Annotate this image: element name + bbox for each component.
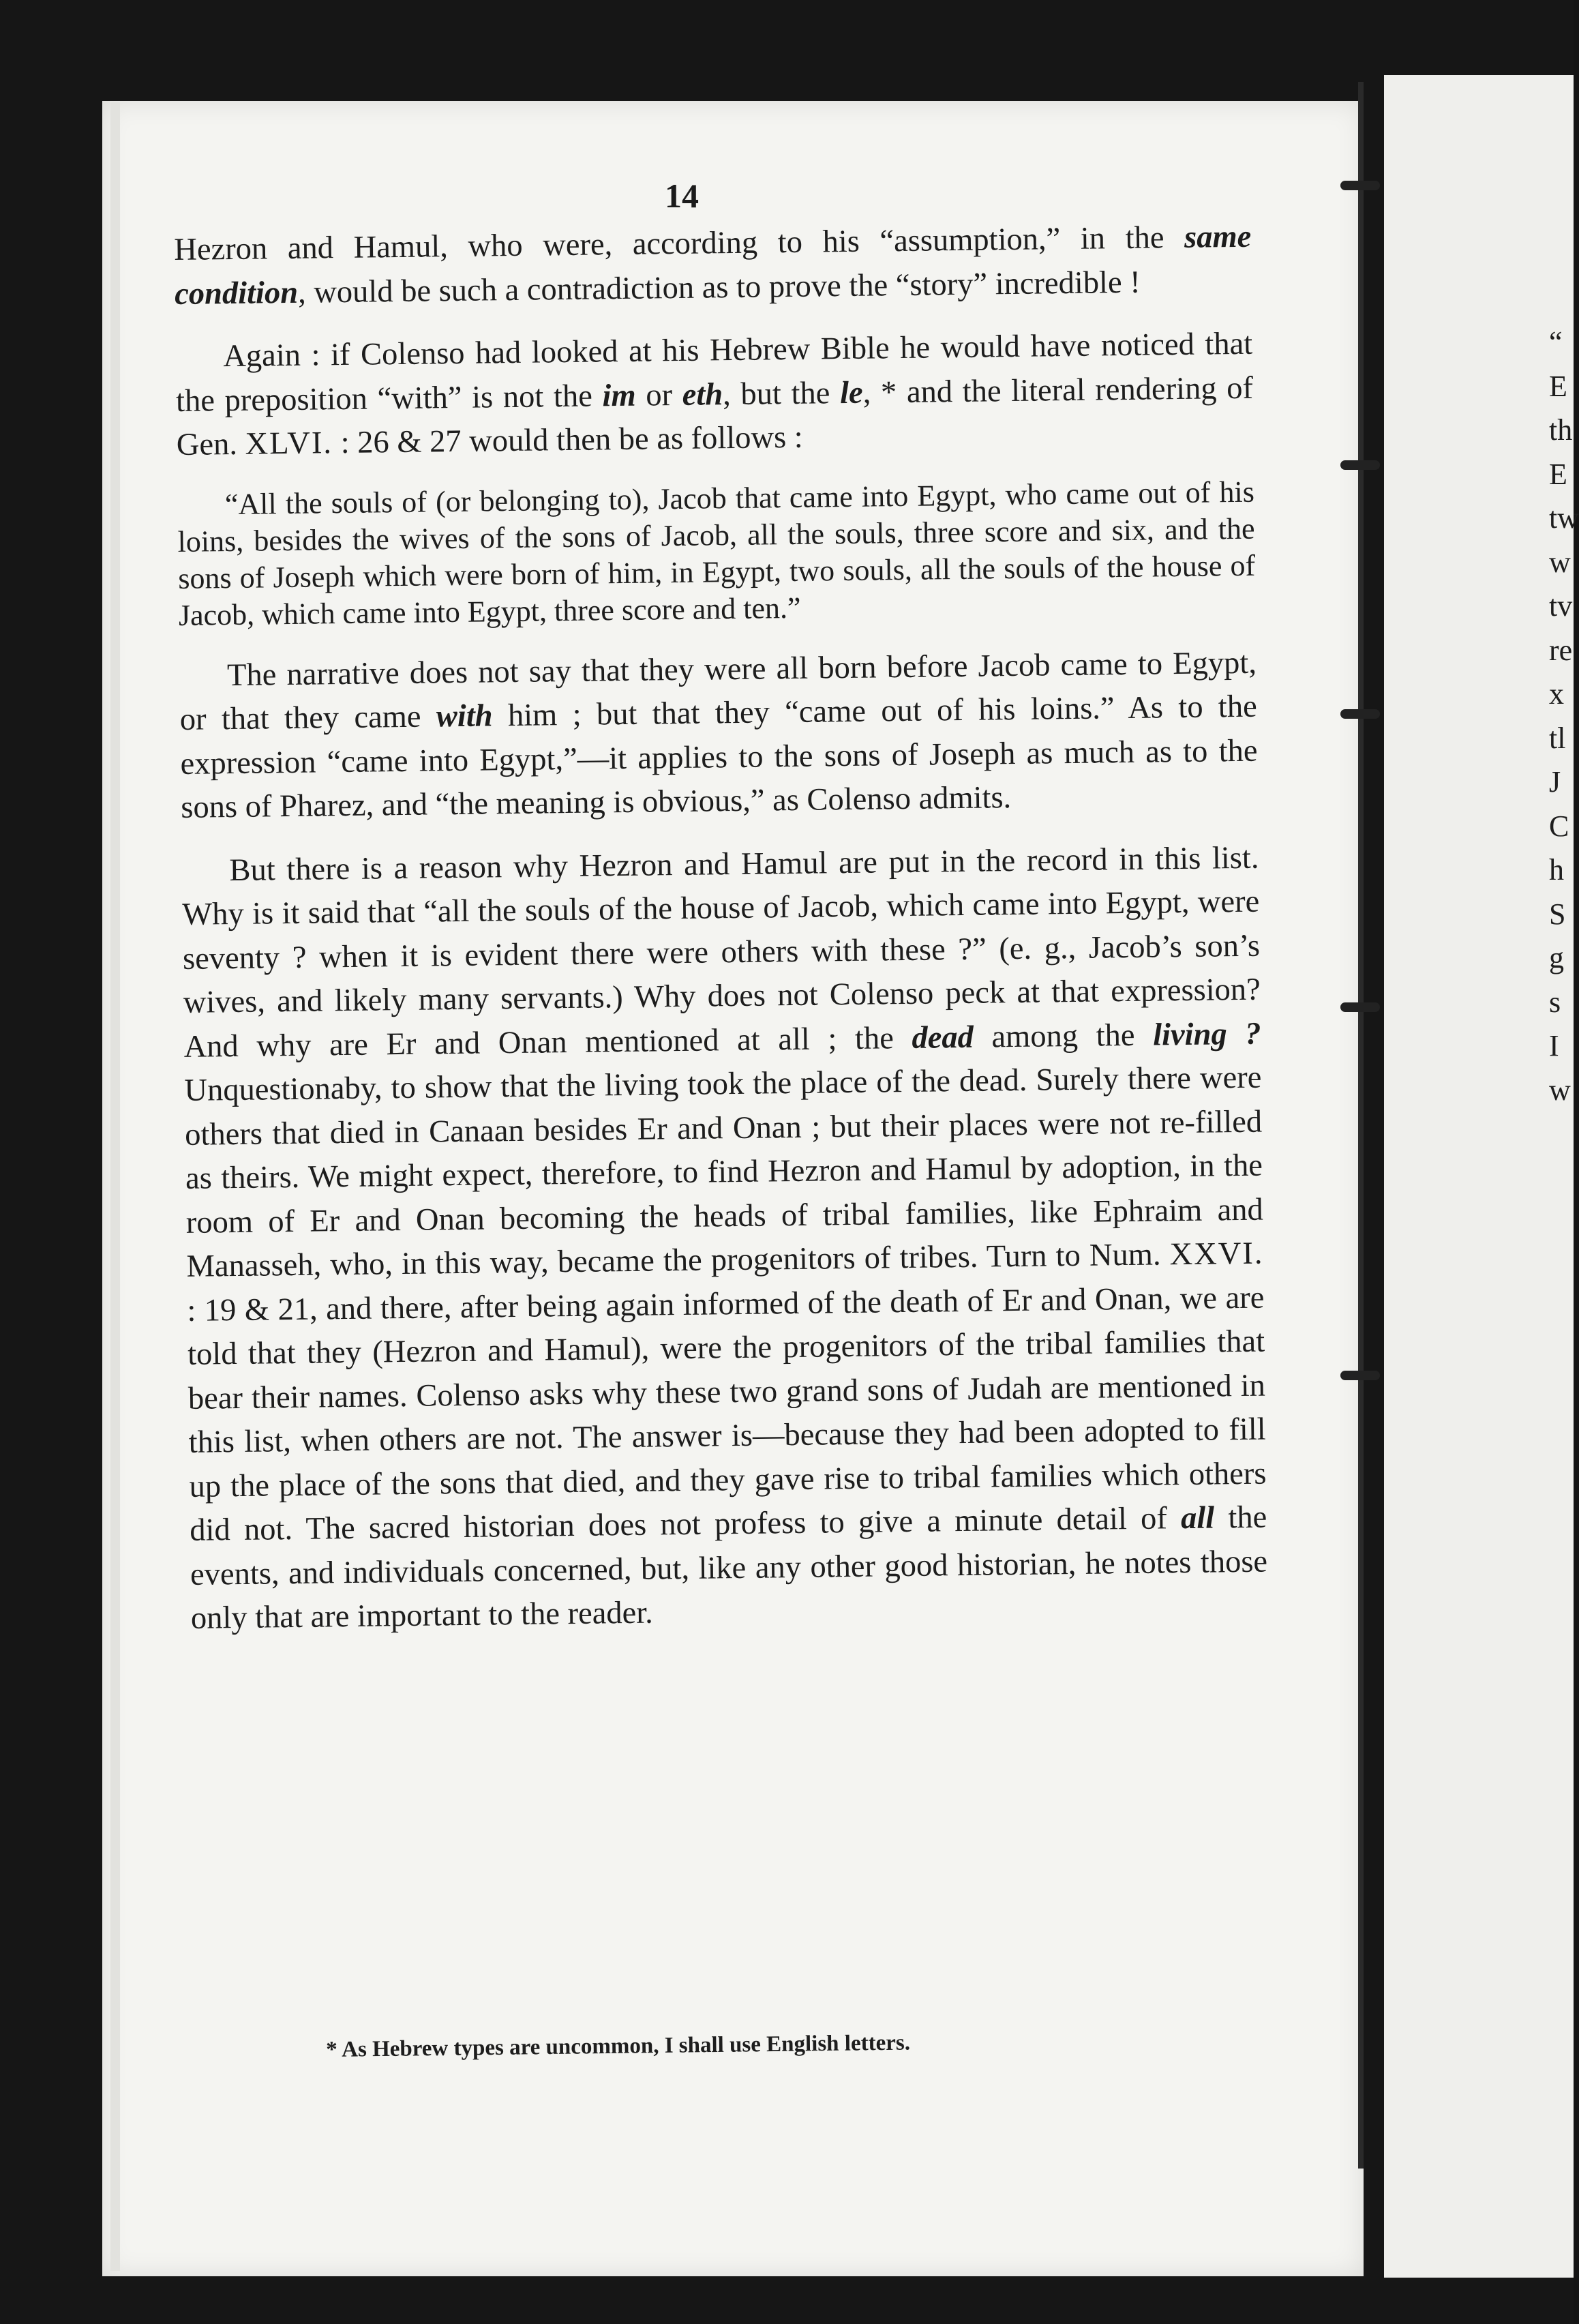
text-run: among the — [973, 1017, 1154, 1055]
footnote: * As Hebrew types are uncommon, I shall use English letters. — [326, 2030, 911, 2062]
text-run: : 26 & 27 would then be as follows : — [332, 419, 803, 461]
emphasis: same condition — [174, 219, 1252, 312]
margin-fragment: “ — [1549, 325, 1563, 359]
facing-page-margin-letters — [1549, 321, 1579, 1112]
binding-stitch — [1340, 1371, 1380, 1380]
margin-fragment: th — [1549, 413, 1573, 447]
paragraph — [181, 836, 1268, 1641]
margin-fragment: s — [1549, 985, 1561, 1019]
quoted-passage — [177, 473, 1257, 634]
text-run: or — [635, 377, 683, 413]
page-number: 14 — [665, 177, 699, 215]
margin-fragment: E — [1549, 369, 1567, 403]
text-run: Unquestionaby, to show that the living took the place of the dead. Surely there were others that died in Canaan besides Er and Onan ; but their places were not re-filled as theirs. We might expect, therefore, to find Hezron and Hamul by adoption, in the room of Er and Onan becoming the heads of tribal families, like Ephraim and Manasseh, who, in this way, became the progenitors of tribes. Turn to Num. — [184, 1060, 1264, 1284]
text-run: him ; but that they “came out of his loins.” As to the expression “came into Egypt,”—it applies to the sons of Joseph as much as to the sons of Pharez, and “the meaning is obvious,” as Colenso admits. — [180, 689, 1258, 825]
binding-stitch — [1340, 181, 1380, 190]
paragraph — [174, 215, 1252, 316]
binding-stitch — [1340, 460, 1380, 470]
margin-fragment: tw — [1549, 501, 1579, 535]
body-text — [174, 215, 1269, 1660]
page-edge — [110, 102, 120, 2271]
emphasis: eth — [682, 376, 723, 413]
emphasis: dead — [912, 1019, 974, 1056]
margin-fragment: re — [1549, 633, 1573, 667]
roman-numeral: XLVI. — [245, 426, 333, 462]
margin-fragment: tl — [1549, 721, 1566, 755]
text-run: The narrative does not say that they were all born before Jacob came to Egypt, or that they came — [179, 645, 1257, 737]
text-run: Hezron and Hamul, who were, according to his “assumption,” in the — [174, 220, 1185, 267]
margin-fragment: E — [1549, 457, 1567, 491]
margin-fragment: J — [1549, 765, 1561, 799]
paragraph — [175, 323, 1254, 468]
binding-stitch — [1340, 709, 1380, 719]
emphasis: im — [602, 378, 636, 413]
margin-fragment: x — [1549, 677, 1564, 711]
roman-numeral: XXVI. — [1169, 1236, 1264, 1272]
margin-fragment: I — [1549, 1029, 1559, 1062]
text-run: , * and the literal rendering of Gen. — [176, 370, 1254, 462]
paragraph — [179, 641, 1259, 830]
emphasis: all — [1180, 1500, 1215, 1536]
margin-fragment: w — [1549, 1073, 1571, 1107]
margin-fragment: w — [1549, 545, 1571, 579]
text-run: : 19 & 21, and there, after being again informed of the death of Er and Onan, we are told that they (Hezron and Hamul), were the progenitors of the tribal families that bear their names. Colenso asks why these two grand sons of Judah are mentioned in this list, when others are not. The answer is—because they had been adopted to fill up the place of the sons that died, and they gave rise to tribal families which others did not. The sacred historian does not profess to give a minute detail of — [187, 1280, 1267, 1548]
margin-fragment: g — [1549, 941, 1564, 974]
text-run: Again : if Colenso had looked at his Hebrew Bible he would have noticed that the preposition “with” is not the — [175, 326, 1253, 419]
text-run: , would be such a contradiction as to prove the “story” incredible ! — [297, 265, 1141, 310]
facing-page — [1384, 75, 1579, 2278]
margin-fragment: tv — [1549, 589, 1573, 623]
binding-stitch — [1340, 1002, 1380, 1012]
margin-fragment: h — [1549, 853, 1564, 887]
text-run: , but the — [722, 375, 841, 412]
text-run: the events, and individuals concerned, but, like any other good historian, he notes those only that are important to the reader. — [190, 1500, 1268, 1636]
margin-fragment: C — [1549, 809, 1569, 843]
emphasis: le — [839, 375, 863, 411]
text-run: But there is a reason why Hezron and Hamul are put in the record in this list. Why is it said that “all the souls of the house of Jacob, which came into Egypt, were seventy ? when it is evident there were others with these ?” (e. g., Jacob’s son’s wives, and likely many servants.) Why does not Colenso peck at that expression? And why are Er and Onan mentioned at all ; the — [181, 840, 1261, 1064]
text-run: “All the souls of (or belonging to), Jacob that came into Egypt, who came out of his loins, besides the wives of the sons of Jacob, all the souls, three score and six, and the sons of Joseph which were born of him, in Egypt, two souls, all the souls of the house of Jacob, which came into Egypt, three score and ten.” — [177, 475, 1256, 632]
emphasis: living ? — [1152, 1016, 1261, 1053]
emphasis: with — [436, 698, 493, 734]
margin-fragment: S — [1549, 897, 1566, 931]
binding-fold — [1358, 82, 1364, 2169]
